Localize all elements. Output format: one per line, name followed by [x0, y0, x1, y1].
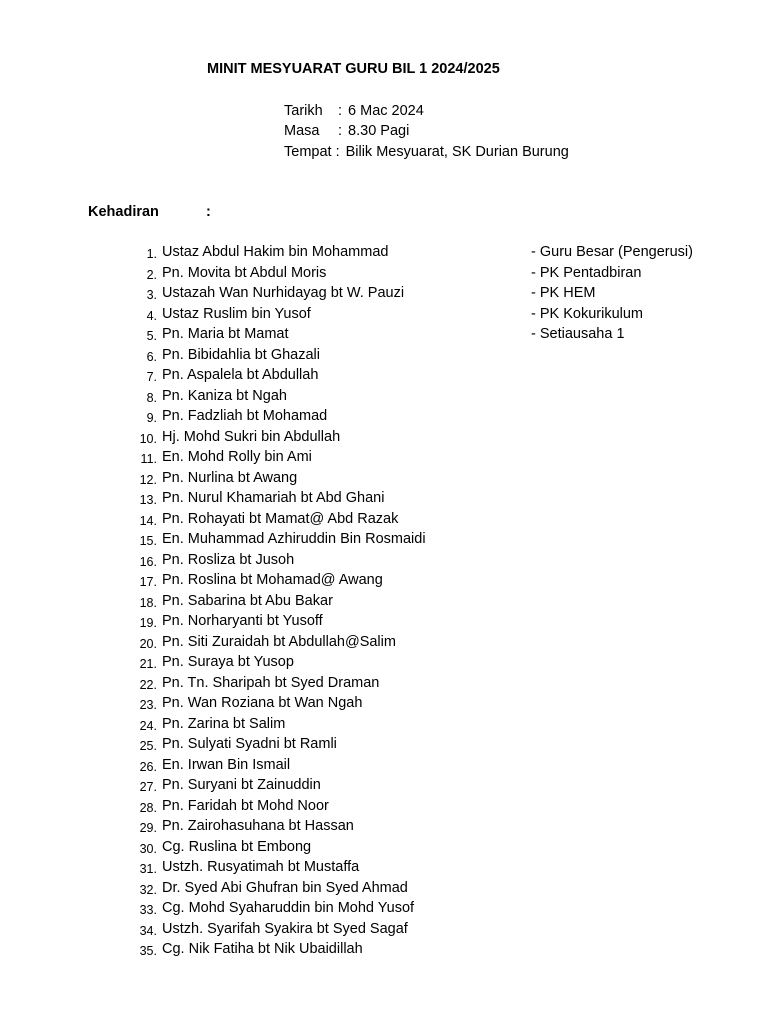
attendee-row	[0, 449, 768, 470]
attendee-row	[0, 347, 768, 368]
attendee-number: 31.	[139, 862, 157, 876]
attendee-number: 19.	[139, 616, 157, 630]
attendee-number: 3.	[146, 288, 157, 302]
attendee-name: Cg. Nik Fatiha bt Nik Ubaidillah	[162, 941, 363, 957]
attendee-name: Pn. Nurul Khamariah bt Abd Ghani	[162, 490, 385, 506]
attendee-name: Pn. Roslina bt Mohamad@ Awang	[162, 572, 383, 588]
attendee-row	[0, 490, 768, 511]
attendee-row	[0, 777, 768, 798]
time-label: Masa	[284, 123, 320, 140]
attendee-row	[0, 408, 768, 429]
attendance-heading-colon: :	[206, 204, 211, 220]
attendee-name: Pn. Movita bt Abdul Moris	[162, 264, 327, 281]
attendee-name: Pn. Aspalela bt Abdullah	[162, 367, 319, 383]
attendee-number: 7.	[146, 370, 157, 384]
attendee-number: 12.	[139, 472, 157, 487]
attendee-number: 11.	[140, 452, 157, 466]
attendee-number: 33.	[139, 903, 157, 917]
attendee-row	[0, 880, 768, 901]
attendee-role: - PK Pentadbiran	[531, 264, 642, 281]
attendee-row	[0, 736, 768, 757]
attendee-number: 29.	[139, 821, 157, 835]
attendee-name: Pn. Rosliza bt Jusoh	[162, 551, 295, 568]
document-title: MINIT MESYUARAT GURU BIL 1 2024/2025	[207, 61, 500, 77]
attendee-name: Pn. Nurlina bt Awang	[162, 469, 298, 486]
attendee-number: 15.	[139, 534, 157, 548]
venue-colon: :	[335, 143, 340, 160]
attendee-number: 16.	[139, 554, 157, 569]
attendee-row	[0, 388, 768, 409]
attendee-name: Pn. Bibidahlia bt Ghazali	[162, 346, 320, 363]
attendee-number: 26.	[139, 759, 157, 774]
attendee-name: Pn. Sabarina bt Abu Bakar	[162, 592, 333, 609]
time-colon: :	[338, 123, 343, 140]
attendee-row	[0, 675, 768, 696]
attendee-name: Ustaz Abdul Hakim bin Mohammad	[162, 244, 389, 260]
attendee-name: Pn. Rohayati bt Mamat@ Abd Razak	[162, 510, 399, 527]
attendee-role: - PK HEM	[531, 285, 596, 301]
attendee-number: 24.	[139, 718, 157, 733]
attendee-number: 5.	[146, 329, 157, 343]
attendee-row	[0, 326, 768, 347]
attendee-role: - Setiausaha 1	[531, 326, 625, 342]
attendee-number: 13.	[139, 493, 157, 507]
attendee-role: - PK Kokurikulum	[531, 305, 644, 322]
date-colon: :	[338, 103, 343, 119]
attendee-number: 18.	[139, 595, 157, 610]
attendee-row	[0, 244, 768, 265]
attendee-row	[0, 839, 768, 860]
meeting-date-row	[284, 101, 569, 121]
venue-value: Bilik Mesyuarat, SK Durian Burung	[345, 143, 569, 160]
attendee-number: 27.	[139, 780, 157, 794]
attendee-name: Pn. Kaniza bt Ngah	[162, 387, 287, 404]
attendee-name: Pn. Sulyati Syadni bt Ramli	[162, 736, 337, 752]
attendee-role: - Guru Besar (Pengerusi)	[531, 244, 693, 260]
attendee-name: En. Mohd Rolly bin Ami	[162, 449, 312, 465]
attendee-number: 30.	[139, 841, 157, 856]
attendee-row	[0, 367, 768, 388]
date-label: Tarikh	[284, 103, 323, 119]
attendee-name: En. Irwan Bin Ismail	[162, 756, 291, 773]
attendance-list	[0, 244, 768, 962]
attendee-name: Pn. Zairohasuhana bt Hassan	[162, 818, 354, 834]
attendee-name: Ustzh. Rusyatimah bt Mustaffa	[162, 859, 360, 875]
attendee-row	[0, 429, 768, 450]
meeting-time-row	[284, 121, 569, 141]
attendee-number: 21.	[139, 657, 157, 671]
attendee-row	[0, 757, 768, 778]
attendee-name: Dr. Syed Abi Ghufran bin Syed Ahmad	[162, 879, 408, 896]
attendee-number: 22.	[139, 677, 157, 692]
meeting-venue-row	[284, 142, 569, 162]
attendee-name: Ustazah Wan Nurhidayag bt W. Pauzi	[162, 285, 405, 301]
attendee-row	[0, 941, 768, 962]
attendee-row	[0, 716, 768, 737]
attendee-number: 35.	[139, 944, 157, 958]
attendee-name: Pn. Suraya bt Yusop	[162, 654, 294, 670]
attendee-name: Pn. Maria bt Mamat	[162, 326, 289, 342]
attendee-number: 28.	[139, 800, 157, 815]
attendee-row	[0, 798, 768, 819]
attendee-row	[0, 613, 768, 634]
attendee-row	[0, 531, 768, 552]
attendee-number: 34.	[139, 923, 157, 938]
attendee-name: Pn. Faridah bt Mohd Noor	[162, 797, 329, 814]
attendee-number: 17.	[139, 575, 157, 589]
attendee-name: Hj. Mohd Sukri bin Abdullah	[162, 428, 341, 445]
attendee-name: Ustzh. Syarifah Syakira bt Syed Sagaf	[162, 920, 408, 937]
attendee-number: 2.	[146, 267, 157, 282]
attendee-row	[0, 511, 768, 532]
time-value: 8.30 Pagi	[348, 123, 410, 140]
attendee-number: 8.	[146, 390, 157, 405]
attendee-row	[0, 859, 768, 880]
attendee-name: Pn. Siti Zuraidah bt Abdullah@Salim	[162, 633, 396, 650]
attendance-heading	[88, 204, 211, 220]
attendee-name: Cg. Mohd Syaharuddin bin Mohd Yusof	[162, 900, 415, 916]
attendee-number: 4.	[146, 308, 157, 323]
attendee-name: En. Muhammad Azhiruddin Bin Rosmaidi	[162, 531, 426, 547]
venue-label: Tempat	[284, 143, 332, 160]
attendee-row	[0, 572, 768, 593]
attendee-row	[0, 921, 768, 942]
attendee-row	[0, 593, 768, 614]
attendee-name: Pn. Wan Roziana bt Wan Ngah	[162, 695, 363, 711]
attendee-number: 32.	[139, 882, 157, 897]
attendee-row	[0, 306, 768, 327]
attendee-number: 6.	[146, 349, 157, 364]
attendee-row	[0, 818, 768, 839]
attendee-row	[0, 695, 768, 716]
attendee-name: Pn. Norharyanti bt Yusoff	[162, 613, 323, 629]
attendee-number: 23.	[139, 698, 157, 712]
attendance-heading-label: Kehadiran	[88, 204, 159, 220]
attendee-row	[0, 634, 768, 655]
attendee-name: Pn. Suryani bt Zainuddin	[162, 777, 321, 793]
attendee-row	[0, 285, 768, 306]
attendee-number: 10.	[139, 431, 157, 446]
attendee-row	[0, 654, 768, 675]
attendee-number: 25.	[139, 739, 157, 753]
attendee-row	[0, 265, 768, 286]
attendee-name: Pn. Zarina bt Salim	[162, 715, 286, 732]
attendee-row	[0, 552, 768, 573]
attendee-number: 9.	[146, 411, 157, 425]
attendee-number: 14.	[139, 513, 157, 528]
date-value: 6 Mac 2024	[348, 103, 424, 119]
attendee-name: Ustaz Ruslim bin Yusof	[162, 305, 311, 322]
attendee-row	[0, 900, 768, 921]
attendee-name: Pn. Fadzliah bt Mohamad	[162, 408, 328, 424]
attendee-row	[0, 470, 768, 491]
meeting-details	[284, 101, 569, 162]
attendee-number: 1.	[146, 247, 157, 261]
attendee-number: 20.	[139, 636, 157, 651]
attendee-name: Cg. Ruslina bt Embong	[162, 838, 312, 855]
attendee-name: Pn. Tn. Sharipah bt Syed Draman	[162, 674, 380, 691]
